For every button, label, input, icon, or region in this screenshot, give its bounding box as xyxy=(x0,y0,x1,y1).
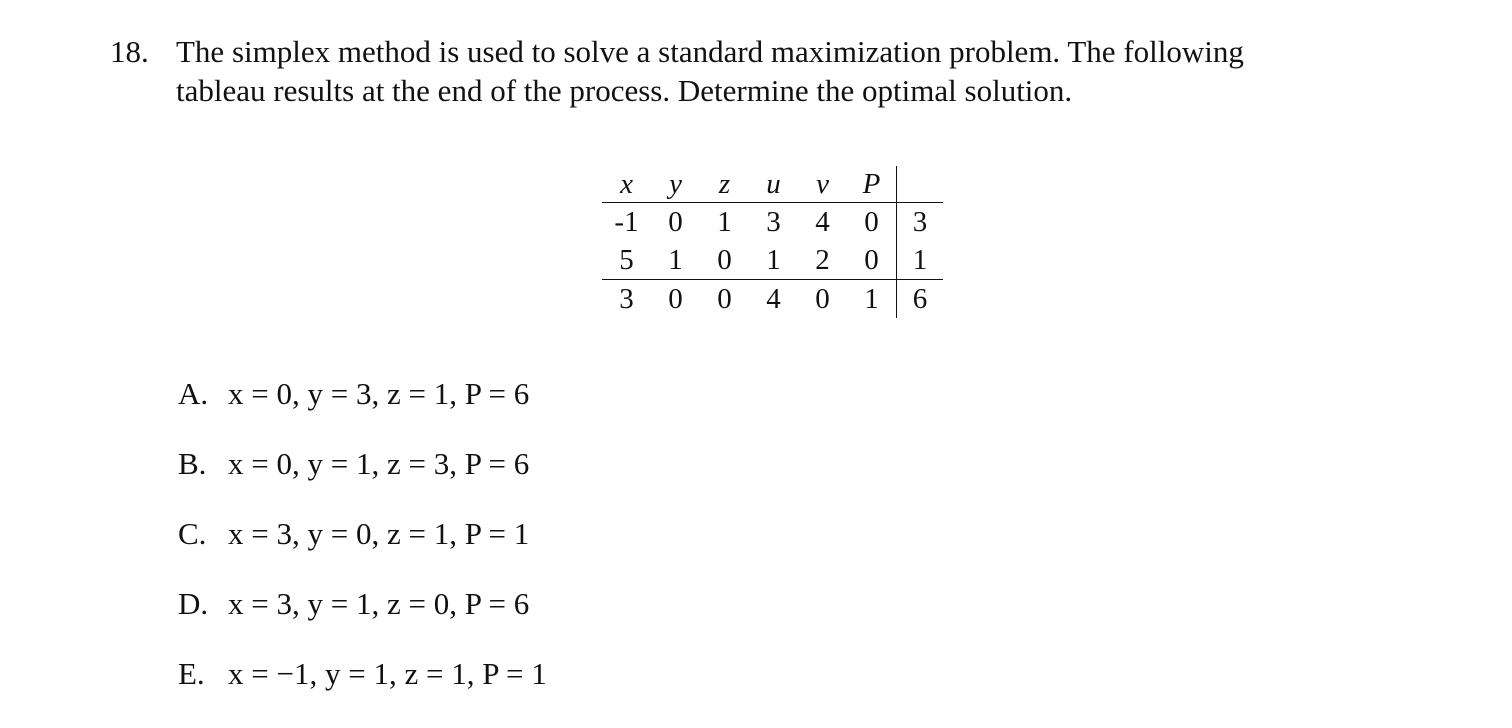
choice-letter: C. xyxy=(178,516,207,551)
tableau-rhs-cell: 3 xyxy=(897,203,944,242)
choice-text: x = 3, y = 0, z = 1, P = 1 xyxy=(228,516,530,551)
question-line-2: tableau results at the end of the process. Determine the optimal solution. xyxy=(176,73,1073,108)
choice-text: x = 0, y = 1, z = 3, P = 6 xyxy=(228,446,530,481)
tableau-cell: 0 xyxy=(651,280,700,319)
tableau-cell: 4 xyxy=(815,205,830,238)
tableau-cell: 0 xyxy=(717,243,732,276)
question-line-1: The simplex method is used to solve a standard maximization problem. The following xyxy=(176,34,1244,69)
question-text xyxy=(176,32,1396,110)
tableau-header-rhs xyxy=(897,166,944,203)
choice-a[interactable] xyxy=(178,376,529,412)
tableau-cell: 0 xyxy=(668,205,683,238)
tableau-header-y: y xyxy=(651,166,700,203)
choice-letter: A. xyxy=(178,376,209,411)
tableau-row xyxy=(602,203,943,242)
tableau-cell: 0 xyxy=(798,280,847,319)
tableau-cell: 2 xyxy=(815,243,830,276)
tableau-cell: 4 xyxy=(749,280,798,319)
tableau-cell: 1 xyxy=(847,280,897,319)
tableau-cell: 1 xyxy=(766,243,781,276)
choice-b[interactable] xyxy=(178,446,529,482)
tableau-cell: 5 xyxy=(619,243,634,276)
tableau-header-row xyxy=(602,166,943,203)
tableau-header-v: v xyxy=(798,166,847,203)
choice-letter: E. xyxy=(178,656,205,691)
choice-letter: D. xyxy=(178,586,209,621)
tableau-header-x: x xyxy=(602,166,651,203)
tableau-header-u: u xyxy=(749,166,798,203)
choice-letter: B. xyxy=(178,446,207,481)
tableau-rhs-cell: 6 xyxy=(897,280,944,319)
tableau-cell: -1 xyxy=(614,205,639,238)
choice-text: x = 0, y = 3, z = 1, P = 6 xyxy=(228,376,530,411)
tableau-header-z: z xyxy=(700,166,749,203)
choice-text: x = −1, y = 1, z = 1, P = 1 xyxy=(228,656,547,691)
tableau-row xyxy=(602,241,943,280)
tableau-rhs-cell: 1 xyxy=(897,241,944,280)
tableau-cell: 0 xyxy=(864,205,879,238)
tableau-header-p: P xyxy=(847,166,897,203)
choice-e[interactable] xyxy=(178,656,547,692)
choice-d[interactable] xyxy=(178,586,529,622)
tableau-cell: 1 xyxy=(668,243,683,276)
tableau-cell: 3 xyxy=(602,280,651,319)
tableau-cell: 3 xyxy=(766,205,781,238)
tableau-cell: 0 xyxy=(700,280,749,319)
tableau-objective-row xyxy=(602,280,943,319)
tableau-cell: 1 xyxy=(717,205,732,238)
question-number: 18. xyxy=(110,34,149,69)
choice-text: x = 3, y = 1, z = 0, P = 6 xyxy=(228,586,530,621)
tableau-cell: 0 xyxy=(864,243,879,276)
simplex-tableau xyxy=(602,166,943,318)
choice-c[interactable] xyxy=(178,516,529,552)
